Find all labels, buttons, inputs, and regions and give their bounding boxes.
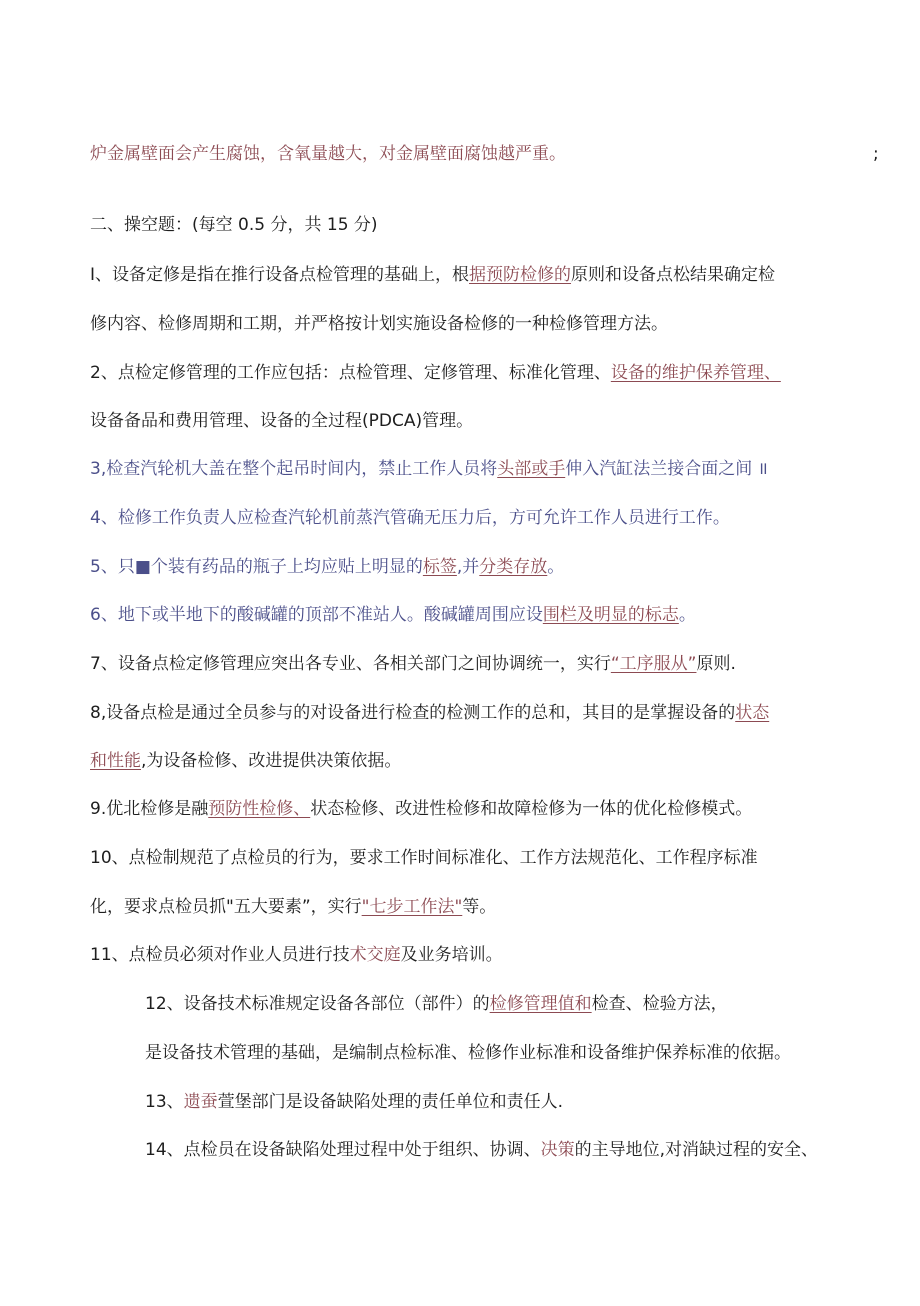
q1-text: I、设备定修是指在推行设备点检管理的基础上，根 xyxy=(90,265,470,285)
question-10-line-2 xyxy=(90,894,496,920)
q2-answer: 设备的维护保养管理、 xyxy=(610,363,781,383)
q7-text: 7、设备点检定修管理应突出各专业、各相关部门之间协调统一，实行 xyxy=(90,654,611,674)
q14-text: 14、点检员在设备缺陷处理过程中处于组织、协调、 xyxy=(145,1140,541,1160)
question-1-line-1 xyxy=(90,262,775,288)
question-6-line xyxy=(90,602,696,628)
q13-text-end: 萱堡部门是设备缺陷处理的责任单位和责任人. xyxy=(217,1092,564,1112)
q13-answer: 遗蚕 xyxy=(183,1092,218,1112)
q6-text: 6、地下或半地下的酸碱罐的顶部不准站人。酸碱罐周围应设 xyxy=(90,605,543,625)
q6-text-end: 。 xyxy=(678,605,696,625)
q14-answer: 决策 xyxy=(540,1140,575,1160)
q8-answer-part-2: 和性能 xyxy=(90,751,141,771)
question-13-line xyxy=(145,1089,563,1115)
q1-answer: 据预防检修的 xyxy=(469,265,572,285)
q9-answer: 预防性检修、 xyxy=(208,799,311,819)
question-12-line-1 xyxy=(145,991,728,1017)
q5-text-end: 。 xyxy=(547,557,565,577)
q3-answer: 头部或手 xyxy=(497,459,566,479)
text-line-1: 炉金属壁面会产生腐蚀，含氧量越大，对金属壁面腐蚀越严重。 xyxy=(90,144,566,164)
q9-text: 9.优北检修是融 xyxy=(90,799,209,819)
question-11-line xyxy=(90,942,503,968)
q5-answer-1: 标签 xyxy=(422,557,457,577)
semicolon-mark: ; xyxy=(873,144,879,164)
q12-text-cont: 检查、检验方法， xyxy=(591,994,728,1014)
q3-text: 3,检查汽轮机大盖在整个起吊时间内，禁止工作人员将 xyxy=(90,459,498,479)
q11-text-end: 及业务培训。 xyxy=(400,945,503,965)
question-2-line-2: 设备备品和费用管理、设备的全过程(PDCA)管理。 xyxy=(90,411,474,431)
q13-text: 13、 xyxy=(145,1092,184,1112)
question-8-line-1 xyxy=(90,700,769,726)
q5-text-mid: ,并 xyxy=(456,557,480,577)
q11-text: 11、点检员必须对作业人员进行技 xyxy=(90,945,350,965)
question-5-line xyxy=(90,554,564,580)
q1-text-cont: 原则和设备点松结果确定检 xyxy=(571,265,776,285)
q7-text-end: 原则. xyxy=(696,654,736,674)
q9-text-end: 状态检修、改进性检修和故障检修为一体的优化检修模式。 xyxy=(310,799,753,819)
q8-answer-part-1: 状态 xyxy=(735,703,770,723)
q3-text-cont: 伸入汽缸法兰接合面之间 ॥ xyxy=(565,459,768,479)
q10-text: 化，要求点检员抓"五大要素”，实行 xyxy=(90,897,362,917)
question-14-line xyxy=(145,1137,818,1163)
q14-text-end: 的主导地位,对消缺过程的安全、 xyxy=(574,1140,819,1160)
q8-text: 8,设备点检是通过全员参与的对设备进行检查的检测工作的总和，其目的是掌握设备的 xyxy=(90,703,736,723)
q7-answer: “工序服从” xyxy=(610,654,697,674)
section-heading-fill-in: 二、操空题：(每空 0.5 分，共 15 分) xyxy=(90,215,378,235)
q5-answer-2: 分类存放 xyxy=(479,557,548,577)
q2-text: 2、点检定修管理的工作应包括：点检管理、定修管理、标准化管理、 xyxy=(90,363,611,383)
question-2-line-1 xyxy=(90,360,781,386)
q11-answer: 术交庭 xyxy=(349,945,401,965)
question-4-line: 4、检修工作负责人应检查汽轮机前蒸汽管确无压力后，方可允许工作人员进行工作。 xyxy=(90,508,730,528)
q12-text: 12、设备技术标准规定设备各部位（部件）的 xyxy=(145,994,490,1014)
q8-text-end: ,为设备检修、改进提供决策依据。 xyxy=(141,751,402,771)
q6-answer: 围栏及明显的标志 xyxy=(542,605,679,625)
q5-text: 5、只■个装有药品的瓶子上均应贴上明显的 xyxy=(90,557,423,577)
question-3-line xyxy=(90,456,768,482)
question-12-line-2: 是设备技术管理的基础，是编制点检标准、检修作业标准和设备维护保养标准的依据。 xyxy=(145,1043,791,1063)
q10-answer: "七步工作法" xyxy=(361,897,463,917)
q10-text-end: 等。 xyxy=(462,897,497,917)
question-7-line xyxy=(90,651,736,677)
q12-answer: 检修管理值和 xyxy=(489,994,592,1014)
question-8-line-2 xyxy=(90,748,401,774)
question-1-line-2: 修内容、检修周期和工期，并严格按计划实施设备检修的一种检修管理方法。 xyxy=(90,314,668,334)
question-10-line-1: 10、点检制规范了点检员的行为，要求工作时间标准化、工作方法规范化、工作程序标准 xyxy=(90,848,758,868)
question-9-line xyxy=(90,796,752,822)
